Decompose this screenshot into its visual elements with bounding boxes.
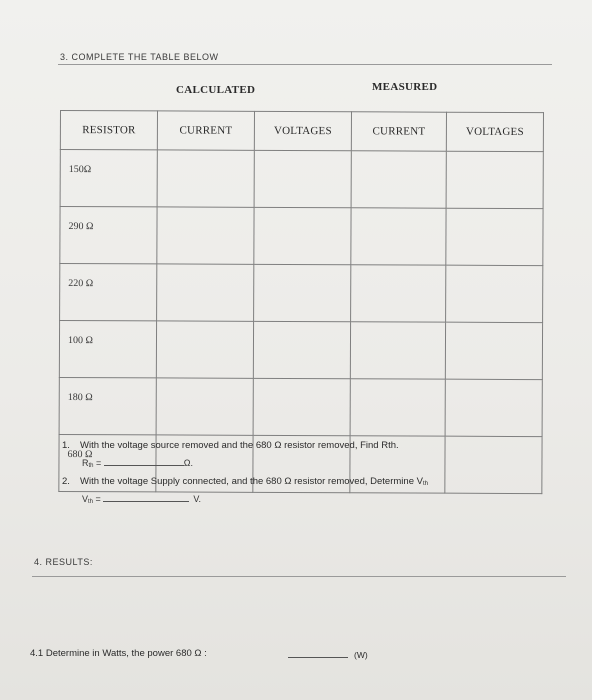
rth-answer-blank[interactable]: [104, 465, 184, 466]
vth-answer-blank[interactable]: [103, 501, 189, 502]
header-calculated-voltages: VOLTAGES: [254, 111, 351, 150]
section-3-rule: [58, 64, 552, 65]
table-cell[interactable]: [351, 265, 446, 322]
question-2: [62, 476, 428, 487]
header-calculated-current: CURRENT: [157, 111, 254, 150]
row-resistor-label: 100 Ω: [59, 321, 156, 378]
row-resistor-label: 220 Ω: [60, 264, 157, 321]
table-cell[interactable]: [445, 379, 542, 436]
question-2-number: 2.: [62, 476, 70, 487]
question-2-answer-line: [82, 494, 201, 505]
rth-label: R: [82, 458, 89, 468]
row-resistor-label: 290 Ω: [60, 207, 157, 264]
header-measured-current: CURRENT: [351, 112, 446, 151]
measured-heading: MEASURED: [372, 81, 438, 93]
rth-label-subscript: th: [88, 463, 94, 469]
table-cell[interactable]: [254, 264, 351, 321]
header-measured-voltages: VOLTAGES: [446, 112, 543, 151]
question-2-text-subscript: th: [422, 481, 428, 487]
row-resistor-label: 680 Ω: [59, 434, 156, 491]
table-cell[interactable]: [350, 322, 445, 379]
header-resistor: RESISTOR: [60, 111, 157, 150]
section-3-heading: 3. COMPLETE THE TABLE BELOW: [60, 52, 219, 62]
question-1-number: 1.: [62, 440, 70, 451]
table-cell[interactable]: [351, 208, 446, 265]
row-resistor-label: 180 Ω: [59, 377, 156, 434]
table-cell[interactable]: [157, 264, 254, 321]
power-answer-blank[interactable]: [288, 646, 348, 658]
rth-equals: =: [93, 458, 102, 468]
table-cell[interactable]: [446, 151, 543, 208]
table-row: [60, 150, 543, 209]
rth-unit: Ω.: [183, 458, 194, 468]
table-cell[interactable]: [253, 378, 350, 435]
table-row: [59, 321, 542, 380]
table-cell[interactable]: [157, 150, 254, 207]
results-item-4-1: [30, 648, 207, 659]
section-4-rule: [32, 576, 566, 577]
table-cell[interactable]: [351, 151, 446, 208]
question-1-text: With the voltage source removed and the 680 Ω resistor removed, Find Rth.: [80, 440, 399, 451]
calculated-heading: CALCULATED: [176, 84, 256, 96]
table-cell[interactable]: [254, 207, 351, 264]
vth-label: V: [82, 494, 89, 504]
table-row: [60, 207, 543, 266]
results-table: [58, 110, 544, 494]
table-row: [59, 377, 542, 436]
row-resistor-label: 150Ω: [60, 150, 157, 207]
table-cell[interactable]: [350, 379, 445, 436]
table-cell[interactable]: [446, 208, 543, 265]
table-cell[interactable]: [156, 321, 253, 378]
table-cell[interactable]: [156, 378, 253, 435]
vth-label-subscript: th: [88, 499, 94, 505]
table-cell[interactable]: [157, 207, 254, 264]
table-row: [60, 264, 543, 323]
question-1-answer-line: [82, 458, 193, 469]
power-unit: (W): [354, 650, 368, 660]
question-1: [62, 440, 399, 451]
table-cell[interactable]: [446, 265, 543, 322]
table-cell[interactable]: [445, 436, 542, 493]
table-header-row: [60, 111, 543, 152]
section-4-heading: 4. RESULTS:: [34, 557, 93, 567]
question-2-text: With the voltage Supply connected, and the 680 Ω resistor removed, Determine V: [80, 476, 423, 487]
table-cell[interactable]: [253, 321, 350, 378]
results-table-wrapper: [58, 110, 544, 494]
vth-equals: =: [93, 494, 101, 504]
table-cell[interactable]: [254, 150, 351, 207]
results-item-4-1-text: 4.1 Determine in Watts, the power 680 Ω :: [30, 648, 207, 659]
vth-unit: V.: [193, 494, 201, 504]
table-cell[interactable]: [445, 322, 542, 379]
